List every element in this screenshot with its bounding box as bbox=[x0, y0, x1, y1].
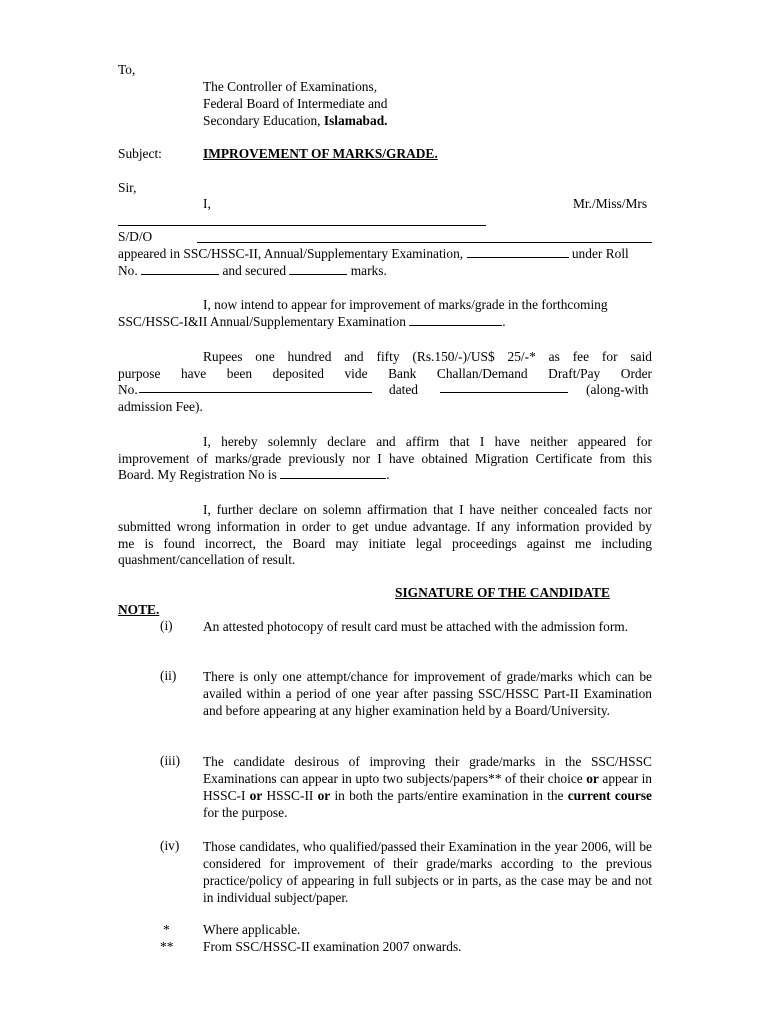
address-line-3: Secondary Education, Islamabad. bbox=[203, 113, 388, 128]
note-label: NOTE. bbox=[118, 602, 160, 617]
intro-i: I, bbox=[203, 196, 211, 211]
para2-alongwith: (along-with bbox=[586, 382, 649, 397]
sdo-field-line[interactable] bbox=[197, 242, 652, 243]
para1-line1: I, now intend to appear for improvement of marks/grade in the forthcoming bbox=[203, 297, 608, 312]
intro-title: Mr./Miss/Mrs bbox=[573, 196, 648, 211]
roll-no-field[interactable] bbox=[141, 264, 219, 275]
para3-line1: I, hereby solemnly declare and affirm that I have neither appeared for bbox=[203, 434, 652, 449]
para4-line4: quashment/cancellation of result. bbox=[118, 552, 296, 567]
para2-no: No. bbox=[118, 382, 138, 397]
signature-label: SIGNATURE OF THE CANDIDATE bbox=[395, 585, 610, 600]
marks-field[interactable] bbox=[289, 264, 347, 275]
address-line-2: Federal Board of Intermediate and bbox=[203, 96, 388, 111]
para4-line2: submitted wrong information in order to get undue advantage. If any information provided by bbox=[118, 519, 652, 534]
note-item-number: (ii) bbox=[160, 668, 177, 683]
forthcoming-exam-field[interactable] bbox=[409, 315, 502, 326]
challan-no-field[interactable] bbox=[139, 382, 372, 393]
address-line-1: The Controller of Examinations, bbox=[203, 79, 378, 94]
para2-line1: Rupees one hundred and fifty (Rs.150/-)/US$ 25/-* as fee for said bbox=[203, 349, 652, 364]
para2-dated: dated bbox=[389, 382, 418, 397]
note-item-number: (iii) bbox=[160, 753, 181, 768]
salutation: Sir, bbox=[118, 180, 137, 195]
note-item-number: (i) bbox=[160, 618, 173, 633]
exam-year-field[interactable] bbox=[467, 247, 569, 258]
registration-no-field[interactable] bbox=[280, 468, 386, 479]
note-item-4: Those candidates, who qualified/passed their Examination in the year 2006, will be considered for improvement of their grade/marks according to the previous practice/policy of appearing in full subjects or in parts, as the case may be and not in individual subject/paper. bbox=[203, 839, 652, 905]
para4-line1: I, further declare on solemn affirmation that I have neither concealed facts nor bbox=[203, 502, 652, 517]
footnote-mark: * bbox=[163, 922, 170, 937]
para4-line3: me is found incorrect, the Board may initiate legal proceedings against me including bbox=[118, 536, 652, 551]
challan-date-field[interactable] bbox=[440, 382, 568, 393]
subject-text: IMPROVEMENT OF MARKS/GRADE. bbox=[203, 146, 438, 161]
to-label: To, bbox=[118, 62, 136, 77]
para2-line2: purpose have been deposited vide Bank Challan/Demand Draft/Pay Order bbox=[118, 366, 652, 381]
footnote-2: From SSC/HSSC-II examination 2007 onwards. bbox=[203, 939, 462, 954]
note-item-1: An attested photocopy of result card must be attached with the admission form. bbox=[203, 619, 629, 634]
para2-line4: admission Fee). bbox=[118, 399, 203, 414]
para3-line3: Board. My Registration No is . bbox=[118, 467, 390, 482]
note-item-3: The candidate desirous of improving their grade/marks in the SSC/HSSC Examinations can appear in upto two subjects/papers** of their choice or appear in HSSC-I or HSSC-II or in both the parts/entire examination in the current course for the purpose. bbox=[203, 754, 653, 820]
intro-line-4: No. and secured marks. bbox=[118, 263, 387, 278]
subject-label: Subject: bbox=[118, 146, 162, 161]
note-item-2: There is only one attempt/chance for improvement of grade/marks which can be availed within a period of one year after passing SSC/HSSC Part-II Examination and before appearing at any higher examination held by a Board/University. bbox=[203, 669, 652, 718]
para1-line2: SSC/HSSC-I&II Annual/Supplementary Examination . bbox=[118, 314, 506, 329]
name-field-line[interactable] bbox=[118, 225, 486, 226]
footnote-mark: ** bbox=[160, 939, 174, 954]
note-item-number: (iv) bbox=[160, 838, 180, 853]
footnote-1: Where applicable. bbox=[203, 922, 301, 937]
intro-line-3: appeared in SSC/HSSC-II, Annual/Supplementary Examination, under Roll bbox=[118, 246, 629, 261]
sdo-label: S/D/O bbox=[118, 229, 153, 244]
para3-line2: improvement of marks/grade previously nor I have obtained Migration Certificate from this bbox=[118, 451, 652, 466]
